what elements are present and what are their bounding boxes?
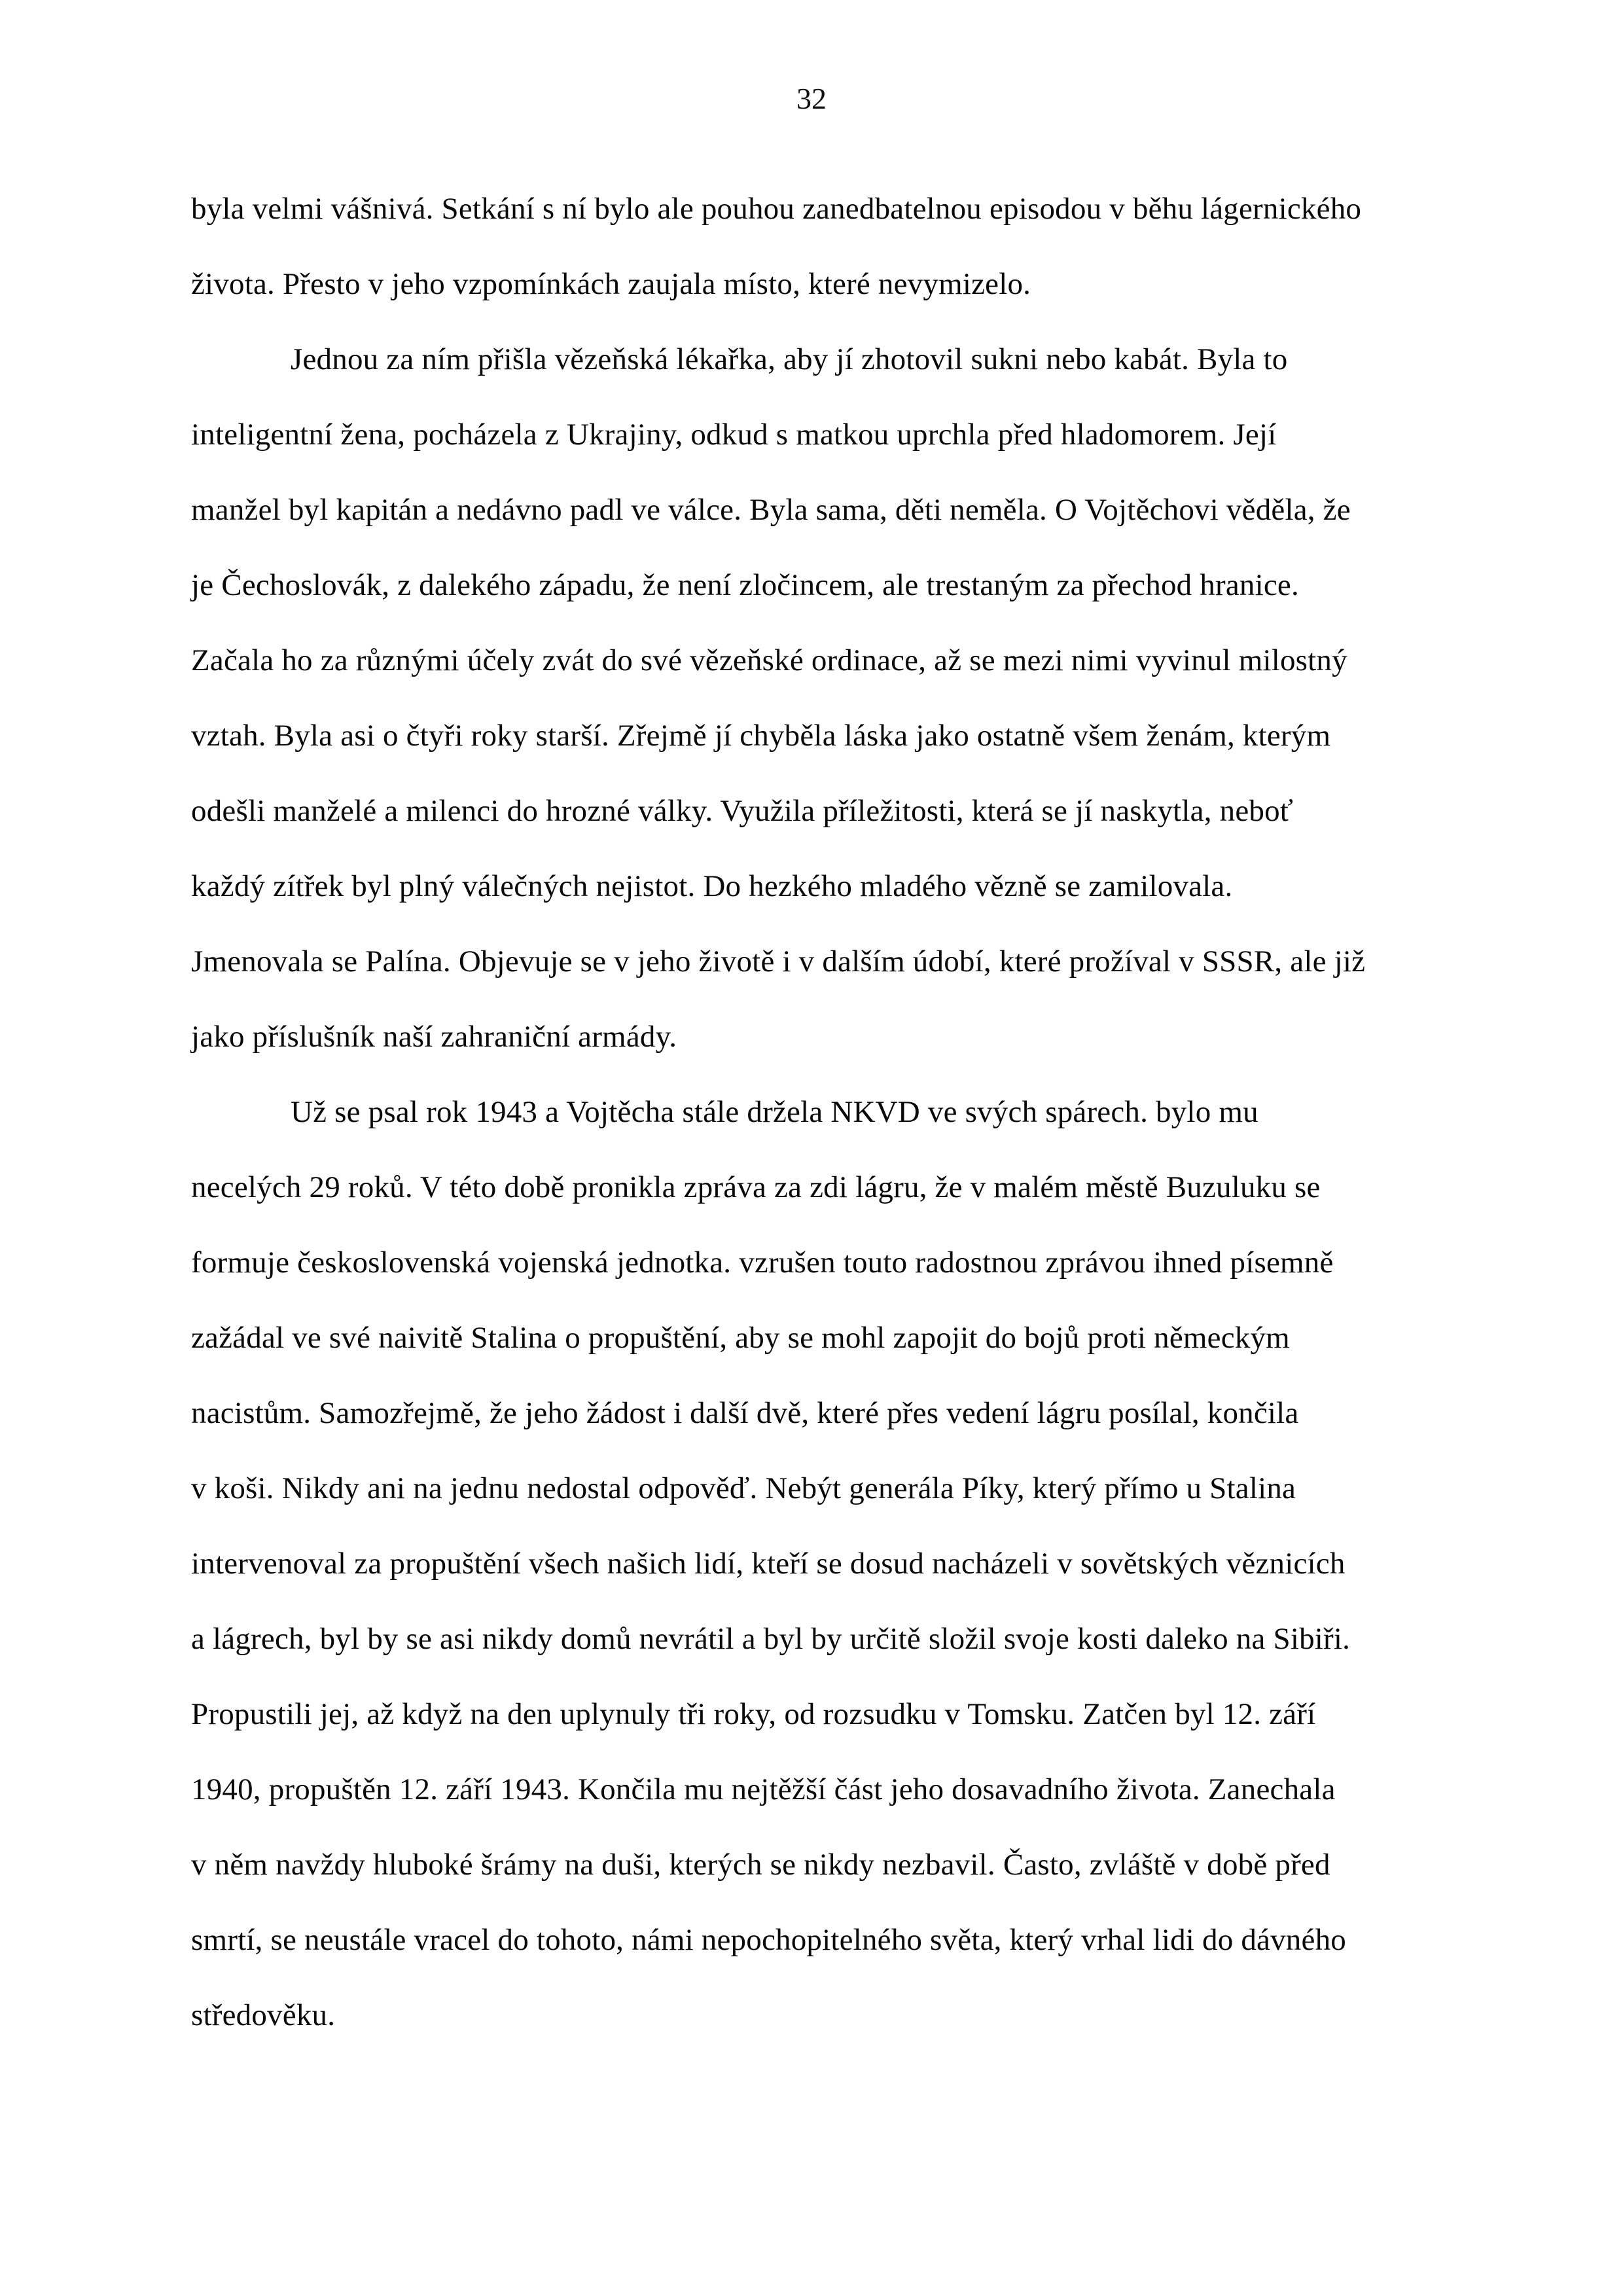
text-line: Začala ho za různými účely zvát do své vězeňské ordinace, až se mezi nimi vyvinul milostný	[191, 643, 1347, 677]
text-line: a lágrech, byl by se asi nikdy domů nevrátil a byl by určitě složil svoje kosti daleko na Sibiři.	[191, 1622, 1351, 1656]
body-text	[191, 171, 1454, 2053]
text-line: 1940, propuštěn 12. září 1943. Končila mu nejtěžší část jeho dosavadního života. Zanechala	[191, 1772, 1336, 1806]
text-line: Propustili jej, až když na den uplynuly tři roky, od rozsudku v Tomsku. Zatčen byl 12. září	[191, 1697, 1316, 1731]
text-line: každý zítřek byl plný válečných nejistot. Do hezkého mladého vězně se zamilovala.	[191, 869, 1233, 903]
text-line: Už se psal rok 1943 a Vojtěcha stále držela NKVD ve svých spárech. bylo mu	[291, 1095, 1258, 1129]
text-line: zažádal ve své naivitě Stalina o propuštění, aby se mohl zapojit do bojů proti německým	[191, 1321, 1290, 1355]
text-line: středověku.	[191, 1998, 336, 2032]
text-line: smrtí, se neustále vracel do tohoto, námi nepochopitelného světa, který vrhal lidi do dávného	[191, 1923, 1346, 1957]
text-line: Jmenovala se Palína. Objevuje se v jeho životě i v dalším údobí, které prožíval v SSSR, ale již	[191, 944, 1366, 978]
text-line: odešli manželé a milenci do hrozné války. Využila příležitosti, která se jí naskytla, neboť	[191, 794, 1294, 828]
text-line: Jednou za ním přišla vězeňská lékařka, aby jí zhotovil sukni nebo kabát. Byla to	[291, 342, 1288, 376]
text-line: života. Přesto v jeho vzpomínkách zaujala místo, které nevymizelo.	[191, 267, 1031, 301]
text-line: jako příslušník naší zahraniční armády.	[191, 1020, 677, 1054]
text-line: manžel byl kapitán a nedávno padl ve válce. Byla sama, děti neměla. O Vojtěchovi věděla, že	[191, 493, 1351, 527]
text-line: byla velmi vášnivá. Setkání s ní bylo ale pouhou zanedbatelnou episodou v běhu lágernického	[191, 192, 1362, 226]
text-line: nacistům. Samozřejmě, že jeho žádost i další dvě, které přes vedení lágru posílal, končila	[191, 1396, 1299, 1430]
text-line: vztah. Byla asi o čtyři roky starší. Zřejmě jí chyběla láska jako ostatně všem ženám, kterým	[191, 719, 1331, 753]
text-line: inteligentní žena, pocházela z Ukrajiny, odkud s matkou uprchla před hladomorem. Její	[191, 418, 1277, 452]
text-line: v koši. Nikdy ani na jednu nedostal odpověď. Nebýt generála Píky, který přímo u Stalina	[191, 1471, 1296, 1505]
page-number: 32	[796, 82, 827, 115]
text-line: necelých 29 roků. V této době pronikla zpráva za zdi lágru, že v malém městě Buzuluku se	[191, 1170, 1321, 1204]
text-line: v něm navždy hluboké šrámy na duši, kterých se nikdy nezbavil. Často, zvláště v době před	[191, 1848, 1330, 1882]
text-line: intervenoval za propuštění všech našich lidí, kteří se dosud nacházeli v sovětských věznicích	[191, 1547, 1346, 1581]
text-line: formuje československá vojenská jednotka. vzrušen touto radostnou zprávou ihned písemně	[191, 1246, 1334, 1280]
text-line: je Čechoslovák, z dalekého západu, že není zločincem, ale trestaným za přechod hranice.	[191, 568, 1299, 602]
